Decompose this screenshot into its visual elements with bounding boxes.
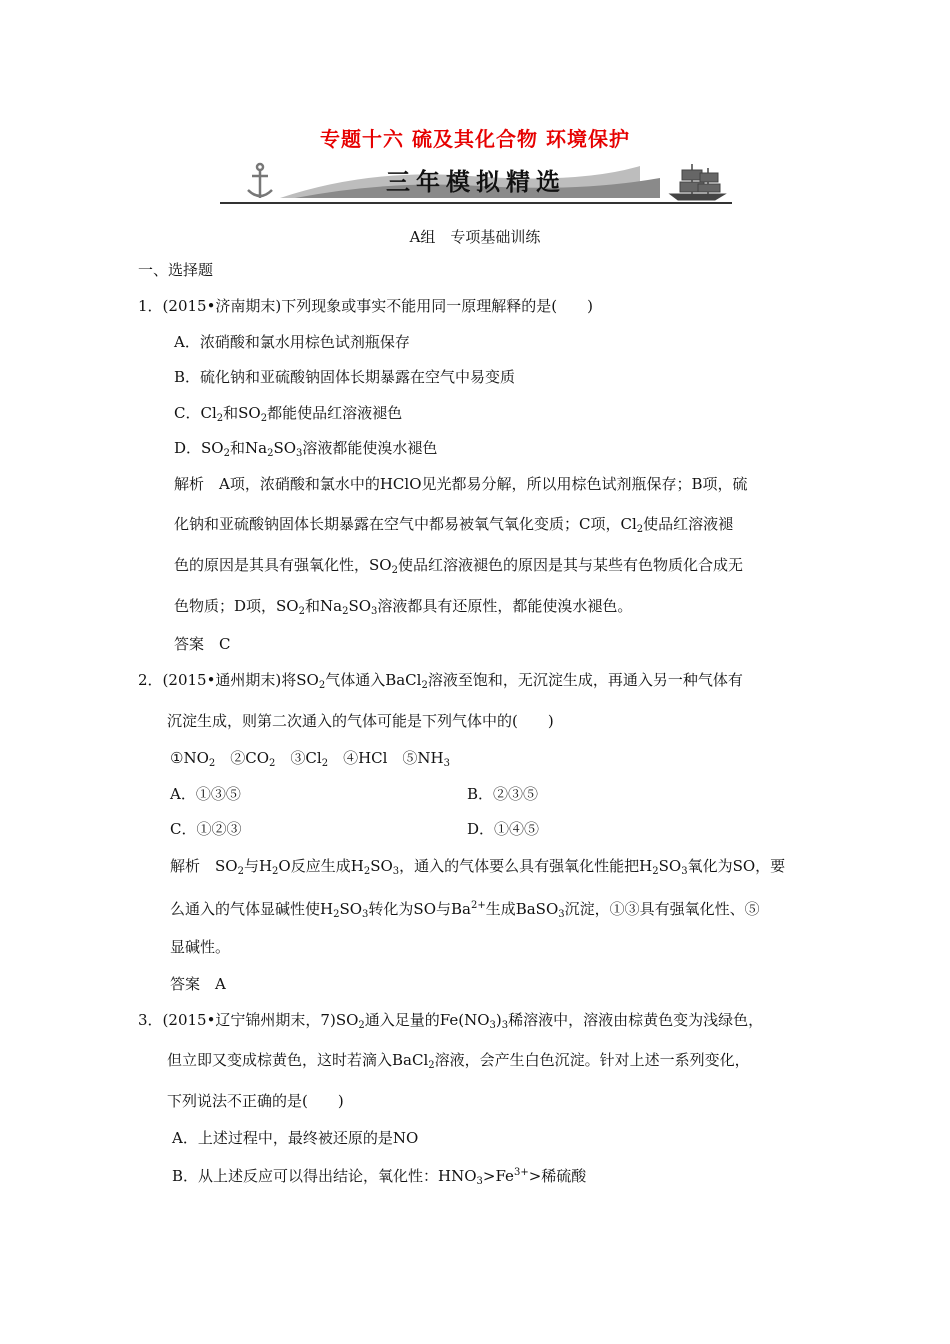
q1-option-b: B．硫化钠和亚硫酸钠固体长期暴露在空气中易变质 (174, 368, 516, 386)
q2-stem-line-2: 沉淀生成，则第二次通入的气体可能是下列气体中的( ) (167, 712, 554, 730)
group-heading: A组 专项基础训练 (409, 228, 541, 246)
page-title: 专题十六 硫及其化合物 环境保护 (320, 127, 630, 151)
q2-answer: 答案 A (170, 975, 226, 993)
q2-option-b: B．②③⑤ (467, 785, 539, 803)
q2-option-d: D．①④⑤ (467, 820, 540, 838)
q2-explanation-line-3: 显碱性。 (170, 938, 231, 956)
q1-option-d: D．$SO_2$和$Na_2SO_3$溶液都能使溴水褪色 (174, 439, 438, 459)
q2-gas-list: $①NO_2$ $②CO_2$ $③Cl_2$ ④HCl $⑤NH_3$ (170, 749, 450, 769)
q1-explanation-line-4: 色物质；D项，$SO_2$和$Na_2SO_3$溶液都具有还原性，都能使溴水褪色。 (174, 597, 633, 617)
anchor-icon (248, 164, 272, 198)
q3-option-b: B．从上述反应可以得出结论，氧化性：$HNO_3>Fe^{3+}>$稀硫酸 (172, 1167, 587, 1187)
q2-stem-line-1: 2．(2015•通州期末)将$SO_2$气体通入BaCl$_2$溶液至饱和，无沉淀生成，再通入另一种气体有 (138, 671, 743, 691)
q1-stem: 1．(2015•济南期末)下列现象或事实不能用同一原理解释的是( ) (138, 297, 593, 315)
q2-option-c: C．①②③ (170, 820, 242, 838)
part-heading: 一、选择题 (138, 261, 214, 279)
q1-explanation-line-1: 解析 A项，浓硝酸和氯水中的HClO见光都易分解，所以用棕色试剂瓶保存；B项，硫 (174, 475, 748, 493)
q3-stem-line-3: 下列说法不正确的是( ) (167, 1092, 344, 1110)
banner-label: 三年模拟精选 (386, 168, 566, 196)
q3-stem-line-1: 3．(2015•辽宁锦州期末，$7)SO_2$通入足量的$Fe(NO_3)_3$稀溶液中，溶液由棕黄色变为浅绿色， (138, 1011, 764, 1031)
banner-rule (220, 202, 732, 204)
q1-explanation-line-3: 色的原因是其具有强氧化性，$SO_2$使品红溶液褪色的原因是其与某些有色物质化合成无 (174, 556, 743, 576)
q1-option-a: A．浓硝酸和氯水用棕色试剂瓶保存 (174, 333, 410, 351)
sailing-ship-icon (670, 164, 725, 200)
q2-option-a: A．①③⑤ (170, 785, 241, 803)
q3-stem-line-2: 但立即又变成棕黄色，这时若滴入BaCl$_2$溶液，会产生白色沉淀。针对上述一系列变化， (167, 1051, 750, 1071)
q2-explanation-line-1: 解析 $SO_2$与$H_2O$反应生成$H_2SO_3$，通入的气体要么具有强氧化性能把$H_2SO_3$氧化为SO，要 (170, 857, 786, 877)
q2-explanation-line-2: 么通入的气体显碱性使$H_2SO_3$转化为SO与$Ba^{2+}$生成BaSO$_3$沉淀，①③具有强氧化性、⑤ (170, 900, 760, 920)
q3-option-a: A．上述过程中，最终被还原的是NO (172, 1129, 419, 1147)
section-banner (220, 158, 732, 204)
q1-explanation-line-2: 化钠和亚硫酸钠固体长期暴露在空气中都易被氧气氧化变质；C项，$Cl_2$使品红溶液褪 (174, 515, 734, 535)
q1-answer: 答案 C (174, 635, 231, 653)
q1-option-c: C．$Cl_2$和$SO_2$都能使品红溶液褪色 (174, 404, 403, 424)
